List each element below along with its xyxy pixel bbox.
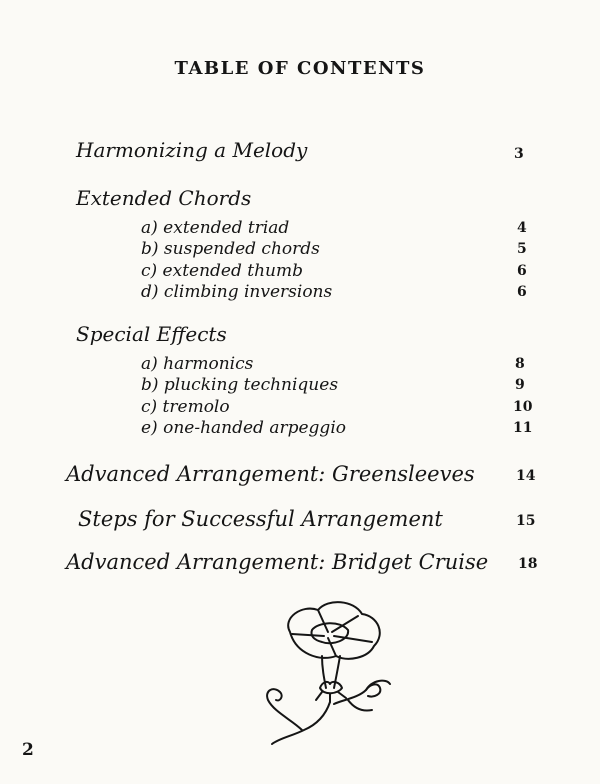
toc-subentry-plucking-techniques: b) plucking techniques bbox=[141, 375, 339, 395]
toc-page-harmonics: 8 bbox=[515, 356, 525, 372]
toc-subentry-suspended-chords: b) suspended chords bbox=[141, 239, 320, 259]
toc-subentry-harmonics: a) harmonics bbox=[141, 354, 254, 374]
toc-page-one-handed-arpeggio: 11 bbox=[513, 420, 533, 436]
toc-heading-extended-chords: Extended Chords bbox=[76, 186, 252, 210]
toc-entry-bridget-cruise: Advanced Arrangement: Bridget Cruise bbox=[66, 550, 489, 574]
toc-subentry-extended-thumb: c) extended thumb bbox=[141, 261, 304, 281]
toc-subentry-one-handed-arpeggio: e) one-handed arpeggio bbox=[141, 418, 346, 438]
toc-subentry-tremolo: c) tremolo bbox=[141, 397, 230, 417]
toc-entry-harmonizing: Harmonizing a Melody bbox=[76, 138, 308, 162]
page-number: 2 bbox=[22, 740, 34, 760]
toc-entry-greensleeves: Advanced Arrangement: Greensleeves bbox=[66, 462, 475, 486]
toc-subentry-extended-triad: a) extended triad bbox=[141, 218, 290, 238]
toc-page-tremolo: 10 bbox=[513, 399, 533, 415]
toc-page-climbing-inversions: 6 bbox=[517, 284, 527, 300]
toc-page-suspended-chords: 5 bbox=[517, 241, 527, 257]
toc-page-plucking-techniques: 9 bbox=[515, 377, 525, 393]
toc-page-harmonizing: 3 bbox=[514, 146, 524, 162]
toc-page-steps: 15 bbox=[516, 513, 536, 529]
toc-page-extended-triad: 4 bbox=[517, 220, 527, 236]
toc-page-greensleeves: 14 bbox=[516, 468, 536, 484]
toc-heading-special-effects: Special Effects bbox=[76, 322, 227, 346]
page-title: TABLE OF CONTENTS bbox=[174, 58, 426, 79]
toc-page-extended-thumb: 6 bbox=[517, 263, 527, 279]
toc-page-bridget-cruise: 18 bbox=[518, 556, 538, 572]
morning-glory-flower-icon bbox=[262, 596, 402, 746]
toc-entry-steps: Steps for Successful Arrangement bbox=[78, 507, 443, 531]
toc-subentry-climbing-inversions: d) climbing inversions bbox=[141, 282, 333, 302]
